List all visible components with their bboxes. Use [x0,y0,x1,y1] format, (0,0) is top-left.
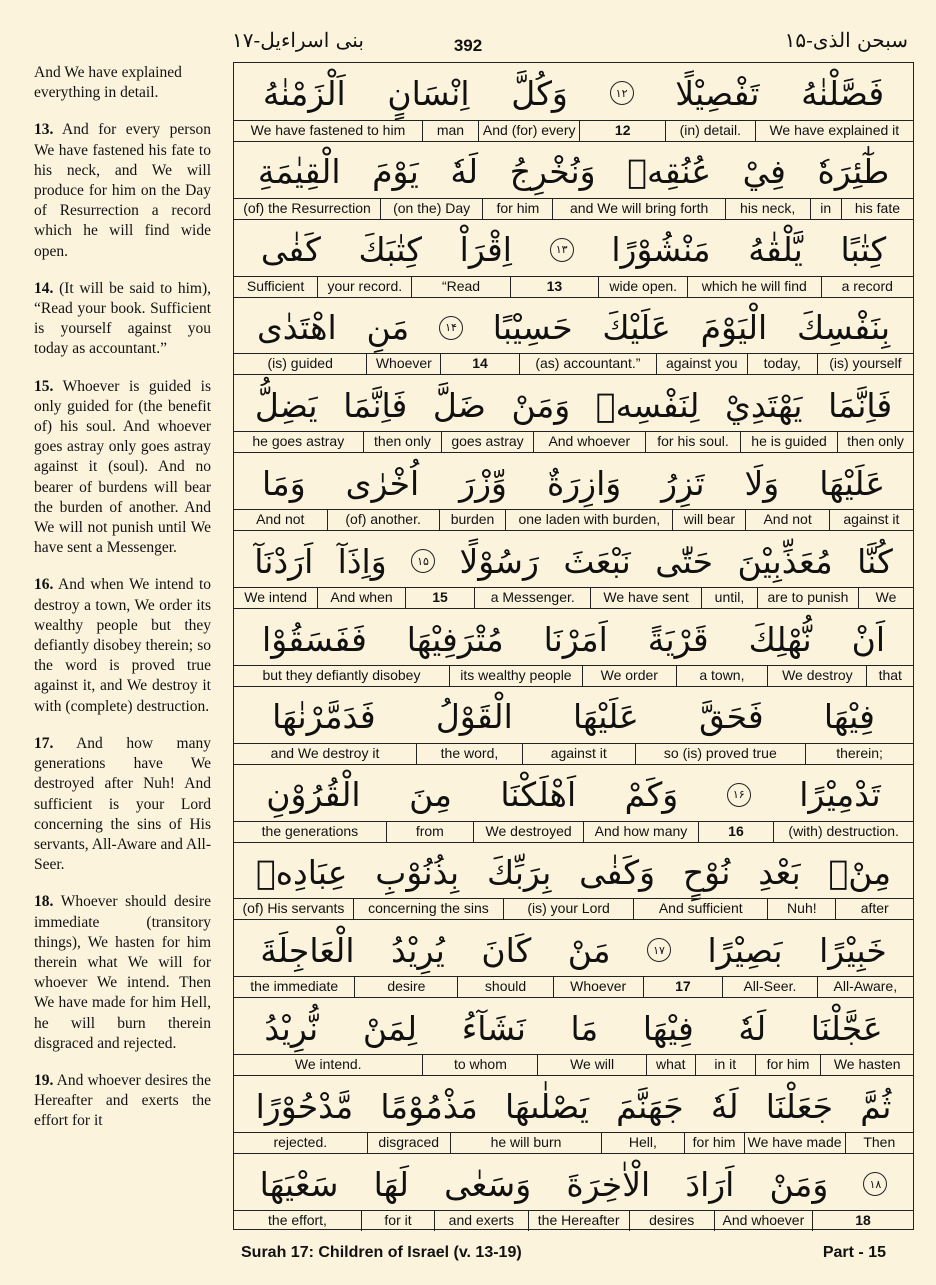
arabic-word: وِّزْرَ [459,463,507,503]
surah-footer: Surah 17: Children of Israel (v. 13-19) [241,1244,522,1261]
word-meaning-cell: All-Aware, [817,977,913,997]
arabic-word: نُوْحٍ [682,853,731,893]
word-meaning-cell: We destroyed [473,822,584,842]
word-meaning-cell: We destroy [767,666,866,686]
verse-row [234,63,913,141]
arabic-word: سَعْيَهَا [259,1164,339,1204]
word-meaning-cell: today, [747,354,817,374]
arabic-word: ثُمَّ [860,1086,892,1126]
arabic-word: الْقَوْلُ [435,697,513,737]
ayah-number-cell: 16 [698,822,774,842]
word-meaning-cell: a town, [676,666,768,686]
arabic-word: لَهٗ [710,1086,739,1126]
word-meaning-cell: then only [837,432,913,452]
word-meaning-cell: a Messenger. [474,588,590,608]
arabic-word: لَهٗ [450,152,479,192]
word-meaning-cell: (on the) Day [380,199,482,219]
word-meaning-cell: goes astray [441,432,532,452]
verse-row [234,686,913,764]
word-meaning-cell: until, [701,588,757,608]
word-meaning-cell: he will burn [450,1133,601,1153]
verse-number: 16. [34,576,54,594]
arabic-word: اَرَدْنَآ [254,541,314,581]
word-meaning-cell: (of) His servants [242,900,345,917]
surah-name-header: بنی اسراءیل-۱۷ [232,28,364,52]
page-number: 392 [453,36,483,55]
arabic-word: فِيْ [742,152,786,192]
word-meaning-cell: then only [363,432,442,452]
arabic-word: عِبَادِهٖ [255,853,348,893]
word-meaning-cell: And when [317,588,404,608]
word-meaning-cell: Sufficient [246,277,305,294]
word-meaning-cell: will bear [672,510,745,530]
arabic-word: مِنْۢ [828,853,892,893]
word-meaning-cell: therein; [805,744,913,764]
word-meaning-cell: We have sent [590,588,701,608]
arabic-word: وَكَمْ [624,775,679,815]
word-meaning-cell: (with) destruction. [773,822,913,842]
word-meaning-cell: that [866,666,913,686]
translation-paragraph [34,120,211,261]
arabic-word: اُخْرٰى [345,463,420,503]
word-meaning-cell: (of) the Resurrection [243,199,371,216]
translation-paragraph [34,63,211,103]
verse-number: 17. [34,734,54,752]
word-meaning-cell: We hasten [820,1055,913,1075]
verse-number: 18. [34,893,54,911]
translation-text: Whoever should desire immediate (transitory things), We hasten for him therein what We will for whoever We intend. Then We have made for him Hell, he will burn therein disgraced and rejected. [34,893,211,1052]
word-meaning-cell: from [386,822,473,842]
arabic-word: وَكُلَّ [511,73,568,113]
arabic-word: وَمَنْ [769,1164,829,1204]
translation-paragraph [34,1071,211,1132]
arabic-word: اَنْ [851,619,886,659]
translation-text: And how many generations have We destroyed after Nuh! And sufficient is your Lord concerning the sins of His servants, All-Aware and All-Seer. [34,734,211,874]
arabic-word: تَزِرُ [661,463,705,503]
word-meaning-cell: Then [845,1133,913,1153]
word-meaning-cell: which he will find [687,277,820,297]
arabic-word: كِتٰبَكَ [358,230,422,270]
part-footer: Part - 15 [822,1244,886,1261]
arabic-line [234,1080,913,1132]
word-meaning-cell: We [858,588,913,608]
arabic-word: وَاِذَآ [337,541,387,581]
word-meaning-cell: the word, [416,744,522,764]
word-meaning-cell: against it [829,510,913,530]
word-meaning-cell: he goes astray [252,433,345,450]
arabic-word: لَهٗ [738,1008,767,1048]
word-meaning-cell: man [422,121,478,141]
arabic-word: خَبِيْرًا [819,930,887,970]
word-meaning-cell: and We destroy it [270,744,380,761]
arabic-word: مَنْ [567,930,611,970]
translation-text: Whoever is guided is only guided for (the benefit of) his soul. And whoever goes astray only goes astray against it (soul). And no bearer of burdens will bear the burden of another. And We will not punish until We have sent a Messenger. [34,377,211,557]
word-meaning-cell: against you [656,354,747,374]
translation-paragraph [34,377,211,559]
arabic-line [234,224,913,276]
ayah-end-marker: ۱۲ [610,81,634,105]
word-meaning-cell: after [835,899,913,919]
verse-row [234,764,913,842]
word-meaning-cell: Whoever [366,354,440,374]
arabic-word: لَهَا [373,1164,409,1204]
arabic-line [234,302,913,354]
word-meaning-cell: desires [629,1211,714,1231]
verse-row [234,1153,913,1231]
word-meaning-cell: rejected. [273,1134,328,1151]
ayah-number-cell: 18 [812,1211,913,1231]
word-meaning-cell: his fate [841,199,913,219]
word-meaning-cell: And not [745,510,828,530]
translation-text: And We have explained everything in detail. [34,64,182,102]
arabic-line [234,379,913,431]
word-meaning-cell: for his soul. [645,432,740,452]
arabic-word: وَمَنْ [511,385,571,425]
arabic-word: الْقُرُوْنِ [266,775,361,815]
word-meaning-cell: We will [537,1055,645,1075]
word-meaning-cell: We intend. [294,1056,362,1073]
word-meaning-cell: (as) accountant.” [519,354,656,374]
arabic-word: عَجَّلْنَا [810,1008,883,1048]
arabic-word: يَّلْقٰهُ [748,230,803,270]
arabic-word: اِنْسَانٍ [387,73,470,113]
arabic-word: عَلَيْهَا [573,697,639,737]
word-meaning-cell: but they defiantly disobey [262,666,421,683]
arabic-word: عُنُقِهٖ [627,152,712,192]
arabic-line [234,535,913,587]
arabic-word: مَا [570,1008,599,1048]
verse-row [234,1075,913,1153]
arabic-line [234,457,913,509]
arabic-word: اَلْزَمْنٰهُ [262,73,346,113]
word-meaning-cell: his neck, [725,199,810,219]
word-translation-line [234,353,913,374]
arabic-word: عَلَيْكَ [602,308,671,348]
word-meaning-cell: We have explained it [755,121,913,141]
word-meaning-cell: the immediate [250,978,339,995]
word-meaning-cell: Whoever [553,977,643,997]
arabic-word: رَسُوْلًا [459,541,539,581]
arabic-line [234,613,913,665]
arabic-word: نَبْعَثَ [563,541,631,581]
word-meaning-cell: (is) guided [267,355,333,372]
word-meaning-cell: the generations [261,822,359,839]
arabic-word: فَاِنَّمَا [828,385,893,425]
arabic-word: وَنُخْرِجُ [509,152,596,192]
word-translation-line [234,198,913,219]
word-meaning-cell: “Read [411,277,509,297]
arabic-word: اَرَادَ [685,1164,735,1204]
arabic-word: يَصْلٰىهَا [505,1086,589,1126]
word-meaning-cell: And whoever [533,432,645,452]
verse-row [234,919,913,997]
word-translation-line [234,120,913,141]
arabic-word: يَهْتَدِيْ [724,385,803,425]
arabic-word: بِنَفْسِكَ [797,308,891,348]
arabic-word: بِرَبِّكَ [486,853,552,893]
page-header [0,0,936,60]
word-meaning-cell: what [646,1055,695,1075]
arabic-word: فَدَمَّرْنٰهَا [272,697,376,737]
verse-row [234,297,913,375]
arabic-line [234,67,913,119]
word-translation-line [234,1054,913,1075]
arabic-line [234,847,913,899]
arabic-word: مَذْمُوْمًا [380,1086,478,1126]
ayah-end-marker: ۱۳ [550,238,574,262]
translation-text: And when We intend to destroy a town, We order its wealthy people but they defiantly disobey therein; so the word is proved true against it, and We destroy it with (complete) destruction. [34,576,211,715]
arabic-word: مُعَذِّبِيْنَ [737,541,833,581]
word-translation-line [234,1132,913,1153]
word-translation-line [234,431,913,452]
word-meaning-cell: We intend [244,589,308,606]
arabic-word: تَدْمِيْرًا [799,775,881,815]
arabic-word: بِذُنُوْبِ [375,853,460,893]
arabic-word: فِيْهَا [642,1008,694,1048]
arabic-word: فِيْهَا [823,697,875,737]
verse-row [234,374,913,452]
word-meaning-cell: for him [684,1133,744,1153]
word-meaning-cell: one laden with burden, [505,510,672,530]
arabic-word: نُّهْلِكَ [748,619,812,659]
word-meaning-cell: And sufficient [633,899,767,919]
arabic-word: لِمَنْ [362,1008,418,1048]
arabic-word: فَفَسَقُوْا [262,619,367,659]
arabic-word: طٰٓئِرَهٗ [817,152,890,192]
word-meaning-cell: And not [256,511,305,528]
arabic-word: بَصِيْرًا [707,930,783,970]
word-translation-line [234,898,913,919]
arabic-word: بَعْدِ [758,853,801,893]
arabic-word: الْقِيٰمَةِ [257,152,341,192]
word-translation-line [234,587,913,608]
juz-name-header: سبحن الذی-۱۵ [784,28,908,52]
translation-text: (It will be said to him), “Read your book. Sufficient is yourself against you today as accountant.” [34,279,212,358]
arabic-word: وَمَا [261,463,306,503]
arabic-word: الْعَاجِلَةَ [260,930,355,970]
arabic-word: حَسِيْبًا [492,308,573,348]
arabic-word: مَنْشُوْرًا [611,230,711,270]
word-meaning-cell: and exerts [434,1211,528,1231]
verse-row [234,452,913,530]
verse-row [234,530,913,608]
word-meaning-cell: a record [821,277,914,297]
ayah-end-marker: ۱۴ [439,316,463,340]
arabic-word: الْيَوْمَ [700,308,768,348]
arabic-line [234,146,913,198]
arabic-word: جَهَنَّمَ [616,1086,684,1126]
word-meaning-cell: (is) yourself [817,354,913,374]
ayah-number-cell: 14 [440,354,519,374]
verse-number: 14. [34,279,54,297]
arabic-word: مَّدْحُوْرًا [255,1086,354,1126]
ayah-end-marker: ۱۸ [863,1172,887,1196]
word-meaning-cell: so (is) proved true [635,744,806,764]
word-meaning-cell: to whom [422,1055,537,1075]
ayah-end-marker: ۱۶ [727,783,751,807]
arabic-word: مَنِ [366,308,410,348]
arabic-word: نُّرِيْدُ [264,1008,319,1048]
arabic-word: وَلَا [744,463,780,503]
translation-text: And whoever desires the Hereafter and exerts the effort for it [34,1071,211,1130]
arabic-word: اَمَرْنَا [543,619,608,659]
translation-paragraph [34,279,211,360]
word-meaning-cell: and We will bring forth [552,199,724,219]
verse-number: 15. [34,377,54,395]
word-meaning-cell: are to punish [757,588,858,608]
verse-row [234,997,913,1075]
arabic-word: كُنَّا [857,541,893,581]
verse-row [234,219,913,297]
verse-row [234,842,913,920]
arabic-word: مِنَ [409,775,452,815]
word-meaning-cell: All-Seer. [722,977,816,997]
word-translation-line [234,1210,913,1231]
arabic-line [234,1158,913,1210]
arabic-line [234,691,913,743]
word-meaning-cell: (in) detail. [665,121,755,141]
word-meaning-cell: in [810,199,841,219]
verse-number: 13. [34,121,54,139]
ayah-number-cell: 12 [579,121,665,141]
arabic-word: ضَلَّ [432,385,486,425]
arabic-word: الْاٰخِرَةَ [566,1164,651,1204]
arabic-word: وَكَفٰى [579,853,656,893]
arabic-word: فَحَقَّ [699,697,764,737]
arabic-line [234,924,913,976]
word-meaning-cell: the effort, [268,1211,327,1228]
word-meaning-cell: (of) another. [327,510,439,530]
word-meaning-cell: should [457,977,552,997]
ayah-number-cell: 13 [510,277,599,297]
ayah-end-marker: ۱۷ [647,938,671,962]
arabic-word: يَضِلُّ [254,385,318,425]
translation-paragraph [34,575,211,716]
ayah-end-marker: ۱۵ [411,549,435,573]
arabic-word: وَسَعٰى [444,1164,532,1204]
word-meaning-cell: disgraced [367,1133,450,1153]
word-meaning-cell: desire [354,977,457,997]
word-meaning-cell: for him [755,1055,821,1075]
translation-paragraph [34,892,211,1054]
english-translation-column [34,63,211,1149]
word-meaning-cell: We have made [744,1133,845,1153]
ayah-number-cell: 15 [405,588,475,608]
word-translation-line [234,665,913,686]
word-meaning-cell: for him [482,199,552,219]
word-meaning-cell: We have fastened to him [250,121,406,138]
verse-row [234,608,913,686]
arabic-word: يَوْمَ [372,152,419,192]
verse-row [234,141,913,219]
arabic-word: عَلَيْهَا [819,463,886,503]
word-translation-line [234,509,913,530]
word-meaning-cell: And whoever [714,1211,812,1231]
arabic-word: وَازِرَةٌ [546,463,622,503]
arabic-word: نَشَآءُ [461,1008,526,1048]
translation-paragraph [34,734,211,875]
word-meaning-cell: concerning the sins [353,899,503,919]
arabic-word: تَفْصِيْلًا [675,73,760,113]
word-meaning-cell: its wealthy people [449,666,582,686]
arabic-word: مُتْرَفِيْهَا [406,619,504,659]
arabic-word: قَرْيَةً [647,619,709,659]
arabic-word: فَصَّلْنٰهُ [801,73,885,113]
word-translation-line [234,743,913,764]
word-meaning-cell: wide open. [598,277,687,297]
word-translation-line [234,821,913,842]
arabic-word: اِقْرَاْ [459,230,512,270]
word-meaning-cell: And (for) every [478,121,579,141]
arabic-word: فَاِنَّمَا [343,385,408,425]
arabic-word: لِنَفْسِهٖ [595,385,700,425]
word-meaning-cell: burden [439,510,506,530]
word-meaning-cell: And how many [583,822,697,842]
word-meaning-cell: your record. [317,277,411,297]
word-translation-line [234,276,913,297]
word-meaning-cell: We order [582,666,676,686]
arabic-line [234,769,913,821]
arabic-word: اهْتَدٰى [256,308,337,348]
word-by-word-grid [233,62,914,1230]
translation-text: And for every person We have fastened his fate to his neck, and We will produce for him on the Day of Resurrection a record which he will find wide open. [34,121,211,260]
arabic-word: جَعَلْنَا [765,1086,834,1126]
arabic-line [234,1002,913,1054]
word-translation-line [234,976,913,997]
arabic-word: حَتّٰى [655,541,714,581]
word-meaning-cell: he is guided [740,432,837,452]
word-meaning-cell: against it [522,744,635,764]
ayah-number-cell: 17 [643,977,723,997]
arabic-word: اَهْلَكْنَا [500,775,577,815]
word-meaning-cell: Nuh! [767,899,835,919]
word-meaning-cell: the Hereafter [528,1211,629,1231]
word-meaning-cell: for it [361,1211,434,1231]
word-meaning-cell: (is) your Lord [503,899,633,919]
word-meaning-cell: Hell, [601,1133,683,1153]
arabic-word: كِتٰبًا [840,230,887,270]
word-meaning-cell: in it [695,1055,755,1075]
arabic-word: كَانَ [481,930,532,970]
arabic-word: يُرِيْدُ [390,930,445,970]
verse-number: 19. [34,1071,54,1089]
arabic-word: كَفٰى [260,230,321,270]
